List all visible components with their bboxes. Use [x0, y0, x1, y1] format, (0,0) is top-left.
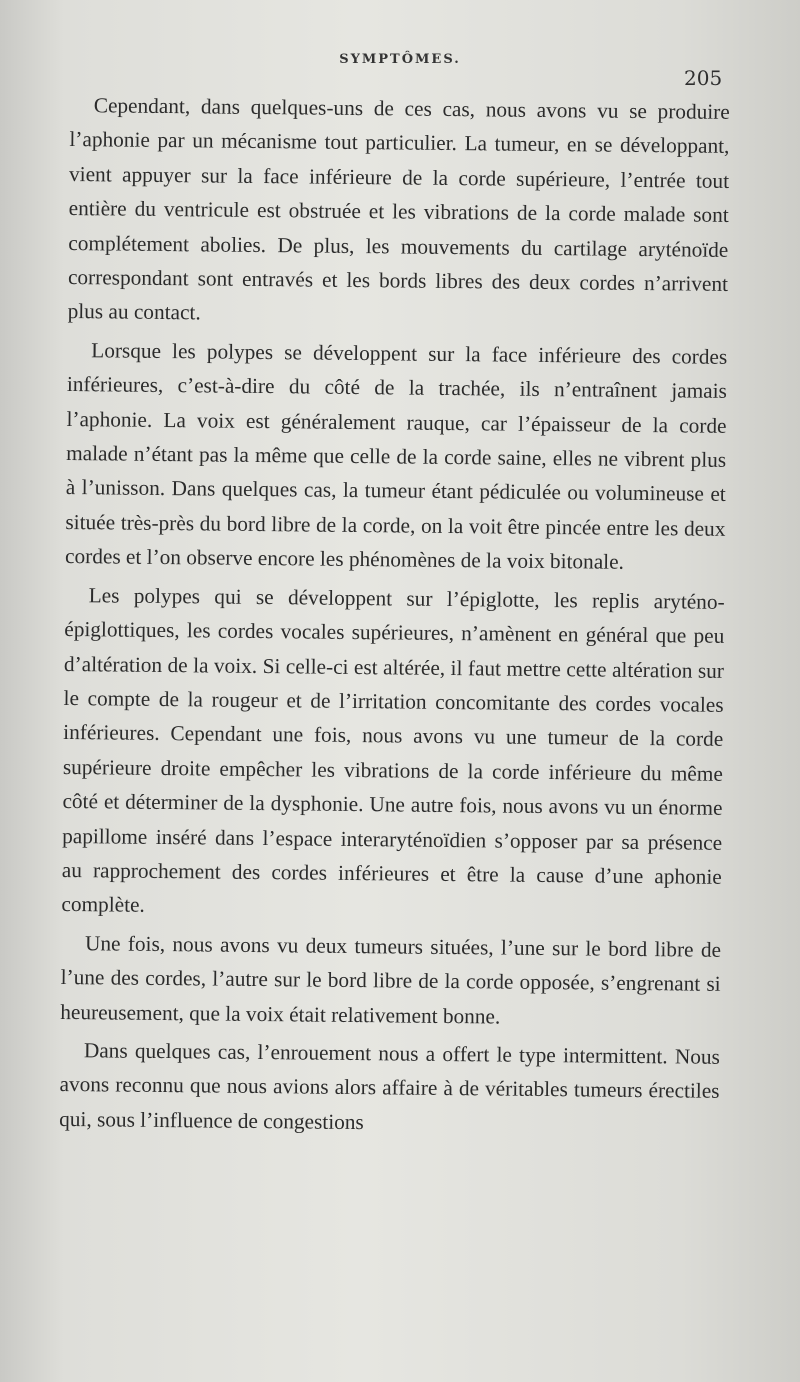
body-text: [59, 88, 730, 1143]
paragraph: Une fois, nous avons vu deux tumeurs situées, l’une sur le bord libre de l’une des cordes, l’autre sur le bord libre de la corde opposée, s’engrenant si heureusement, que la voix était relativement bonne.: [60, 930, 722, 1029]
paragraph: Lorsque les polypes se développent sur la face inférieure des cordes inférieures, c’est-à-dire du côté de la trachée, ils n’entraînent jamais l’aphonie. La voix est généralement rauque, car l’épaisseur de la corde malade n’étant pas la même que celle de la corde saine, elles ne vibrent plus à l’unisson. Dans quelques cas, la tumeur étant pédiculée ou volumineuse et située très-près du bord libre de la corde, on la voit être pincée entre les deux cordes et l’on observe encore les phénomènes de la voix bitonale.: [64, 338, 728, 575]
paragraph: Les polypes qui se développent sur l’épiglotte, les replis aryténo-épiglottiques, les cordes vocales supérieures, n’amènent en général que peu d’altération de la voix. Si celle-ci est altérée, il faut mettre cette altération sur le compte de la rougeur et de l’irritation concomitante des cordes vocales inférieures. Cependant une fois, nous avons vu une tumeur de la corde supérieure droite empêcher les vibrations de la corde inférieure du même côté et déterminer de la dysphonie. Une autre fois, nous avons vu un énorme papillome inséré dans l’espace interaryténoïdien s’opposer par sa présence au rapprochement des cordes inférieures et être la cause d’une aphonie complète.: [61, 582, 725, 918]
page-number: 205: [684, 66, 723, 90]
paragraph: Dans quelques cas, l’enrouement nous a offert le type intermittent. Nous avons reconnu que nous avions alors affaire à de véritables tumeurs érectiles qui, sous l’influence de congestions: [59, 1038, 721, 1134]
running-head: SYMPTÔMES.: [339, 52, 461, 67]
paragraph: Cependant, dans quelques-uns de ces cas, nous avons vu se produire l’aphonie par un mécanisme tout particulier. La tumeur, en se développant, vient appuyer sur la face inférieure de la corde supérieure, l’entrée tout entière du ventricule est obstruée et les vibrations de la corde malade sont complétement abolies. De plus, les mouvements du cartilage aryténoïde correspondant sont entravés et les bords libres des deux cordes n’arrivent plus au contact.: [67, 93, 730, 325]
